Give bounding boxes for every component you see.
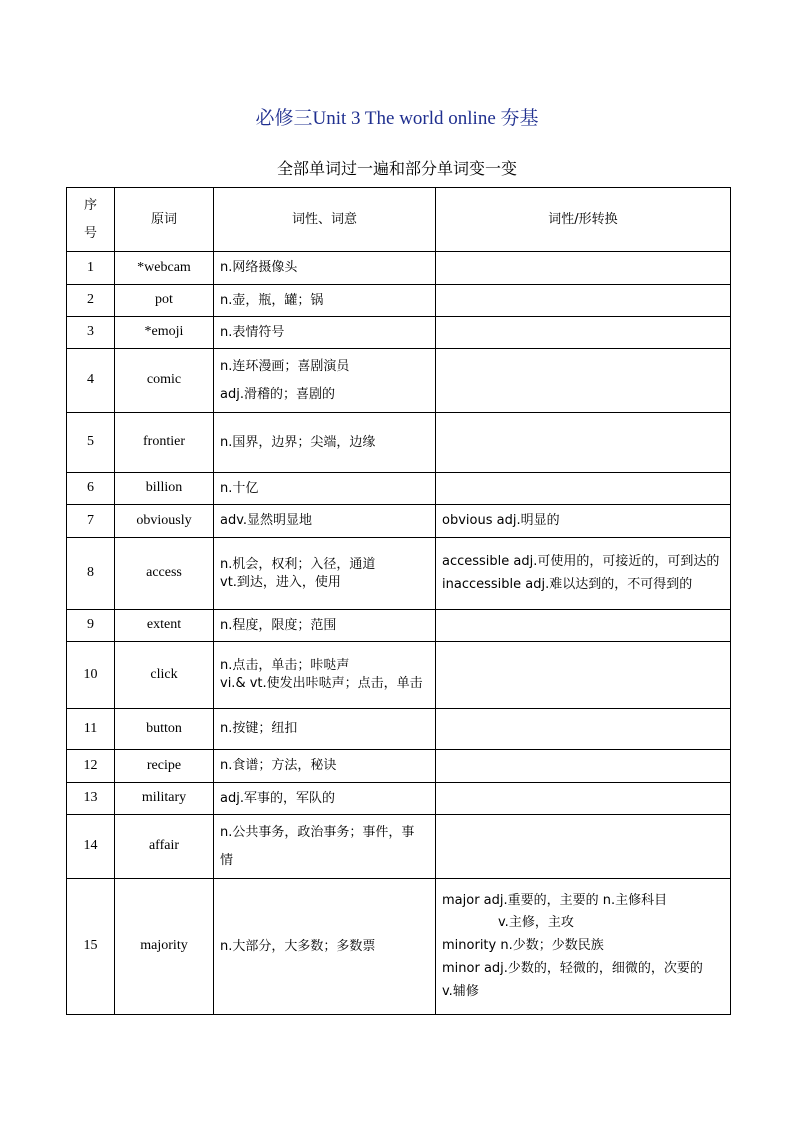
row-number: 1 — [67, 252, 115, 285]
row-number: 10 — [67, 642, 115, 709]
meaning-line: n.机会，权利；入径，通道 — [220, 556, 376, 572]
row-transform — [436, 815, 731, 879]
table-row — [67, 505, 731, 538]
transform-line: obvious adj.明显的 — [442, 513, 560, 529]
table-row — [67, 815, 731, 879]
row-transform — [436, 642, 731, 709]
row-number: 5 — [67, 413, 115, 473]
row-transform — [436, 285, 731, 317]
header-number: 序 号 — [67, 188, 115, 252]
row-meaning — [214, 349, 436, 413]
row-meaning — [214, 505, 436, 538]
row-transform — [436, 473, 731, 505]
row-meaning — [214, 285, 436, 317]
meaning-line: adv.显然明显地 — [220, 513, 313, 529]
row-transform — [436, 505, 731, 538]
transform-line: minority n.少数；少数民族 — [442, 938, 604, 954]
row-word: click — [115, 642, 214, 709]
row-meaning — [214, 317, 436, 349]
meaning-line: n.公共事务，政治事务；事件，事 — [220, 824, 415, 840]
row-word: *webcam — [115, 252, 214, 285]
row-number: 8 — [67, 538, 115, 610]
table-row — [67, 317, 731, 349]
row-transform — [436, 538, 731, 610]
row-word: military — [115, 783, 214, 815]
meaning-line: n.连环漫画；喜剧演员 — [220, 358, 350, 374]
table-row — [67, 783, 731, 815]
transform-line: inaccessible adj.难以达到的，不可得到的 — [442, 576, 693, 592]
table-row — [67, 285, 731, 317]
transform-line: v.主修，主攻 — [498, 915, 574, 931]
row-transform — [436, 349, 731, 413]
row-word: access — [115, 538, 214, 610]
row-word: comic — [115, 349, 214, 413]
page-title: 必修三Unit 3 The world online 夯基 — [255, 108, 539, 129]
meaning-line: n.食谱；方法，秘诀 — [220, 758, 337, 774]
meaning-line: n.按键；纽扣 — [220, 721, 298, 737]
table-row — [67, 642, 731, 709]
meaning-line: n.表情符号 — [220, 324, 285, 340]
row-meaning — [214, 783, 436, 815]
meaning-line: n.点击，单击；咔哒声 — [220, 658, 350, 674]
table-row — [67, 413, 731, 473]
row-number: 7 — [67, 505, 115, 538]
row-transform — [436, 879, 731, 1015]
row-meaning — [214, 709, 436, 750]
row-meaning — [214, 815, 436, 879]
table-row — [67, 610, 731, 642]
row-number: 3 — [67, 317, 115, 349]
table-row — [67, 473, 731, 505]
table-row — [67, 349, 731, 413]
row-number: 12 — [67, 750, 115, 783]
row-word: *emoji — [115, 317, 214, 349]
meaning-line: vi.& vt.使发出咔哒声；点击，单击 — [220, 676, 423, 691]
row-meaning — [214, 413, 436, 473]
row-word: majority — [115, 879, 214, 1015]
row-number: 2 — [67, 285, 115, 317]
row-transform — [436, 317, 731, 349]
page-subtitle: 全部单词过一遍和部分单词变一变 — [276, 159, 517, 178]
meaning-line: adj.滑稽的；喜剧的 — [220, 386, 335, 402]
header-word: 原词 — [115, 188, 214, 252]
meaning-line: 情 — [220, 852, 234, 868]
row-meaning — [214, 750, 436, 783]
table-row — [67, 750, 731, 783]
meaning-line: n.国界，边界；尖端，边缘 — [220, 434, 376, 450]
meaning-line: n.壶，瓶，罐；锅 — [220, 292, 324, 308]
transform-line: minor adj.少数的，轻微的，细微的，次要的 — [442, 960, 703, 976]
vocabulary-table — [66, 187, 731, 1015]
header-meaning: 词性、词意 — [214, 188, 436, 252]
meaning-line: adj.军事的，军队的 — [220, 790, 335, 806]
row-word: affair — [115, 815, 214, 879]
transform-line: v.辅修 — [442, 983, 479, 999]
row-word: obviously — [115, 505, 214, 538]
row-meaning — [214, 252, 436, 285]
row-word: recipe — [115, 750, 214, 783]
meaning-line: n.大部分，大多数；多数票 — [220, 938, 376, 954]
row-number: 13 — [67, 783, 115, 815]
row-word: billion — [115, 473, 214, 505]
row-transform — [436, 750, 731, 783]
row-transform — [436, 252, 731, 285]
row-meaning — [214, 610, 436, 642]
row-number: 6 — [67, 473, 115, 505]
row-transform — [436, 783, 731, 815]
meaning-line: n.十亿 — [220, 480, 259, 496]
header-transform: 词性/形转换 — [436, 188, 731, 252]
row-number: 9 — [67, 610, 115, 642]
row-meaning — [214, 879, 436, 1015]
table-body — [67, 252, 731, 1015]
row-number: 4 — [67, 349, 115, 413]
table-row — [67, 879, 731, 1015]
transform-line: major adj.重要的，主要的 n.主修科目 — [442, 892, 668, 908]
row-transform — [436, 610, 731, 642]
meaning-line: vt.到达，进入，使用 — [220, 574, 341, 590]
row-meaning — [214, 473, 436, 505]
row-word: button — [115, 709, 214, 750]
row-word: pot — [115, 285, 214, 317]
row-meaning — [214, 538, 436, 610]
row-number: 14 — [67, 815, 115, 879]
transform-line: accessible adj.可使用的，可接近的，可到达的 — [442, 553, 720, 569]
meaning-line: n.网络摄像头 — [220, 260, 298, 276]
row-transform — [436, 413, 731, 473]
row-transform — [436, 709, 731, 750]
table-header-row — [67, 188, 731, 252]
table-row — [67, 252, 731, 285]
meaning-line: n.程度，限度；范围 — [220, 617, 337, 633]
row-word: extent — [115, 610, 214, 642]
table-row — [67, 709, 731, 750]
row-number: 15 — [67, 879, 115, 1015]
row-meaning — [214, 642, 436, 709]
row-number: 11 — [67, 709, 115, 750]
row-word: frontier — [115, 413, 214, 473]
table-row — [67, 538, 731, 610]
